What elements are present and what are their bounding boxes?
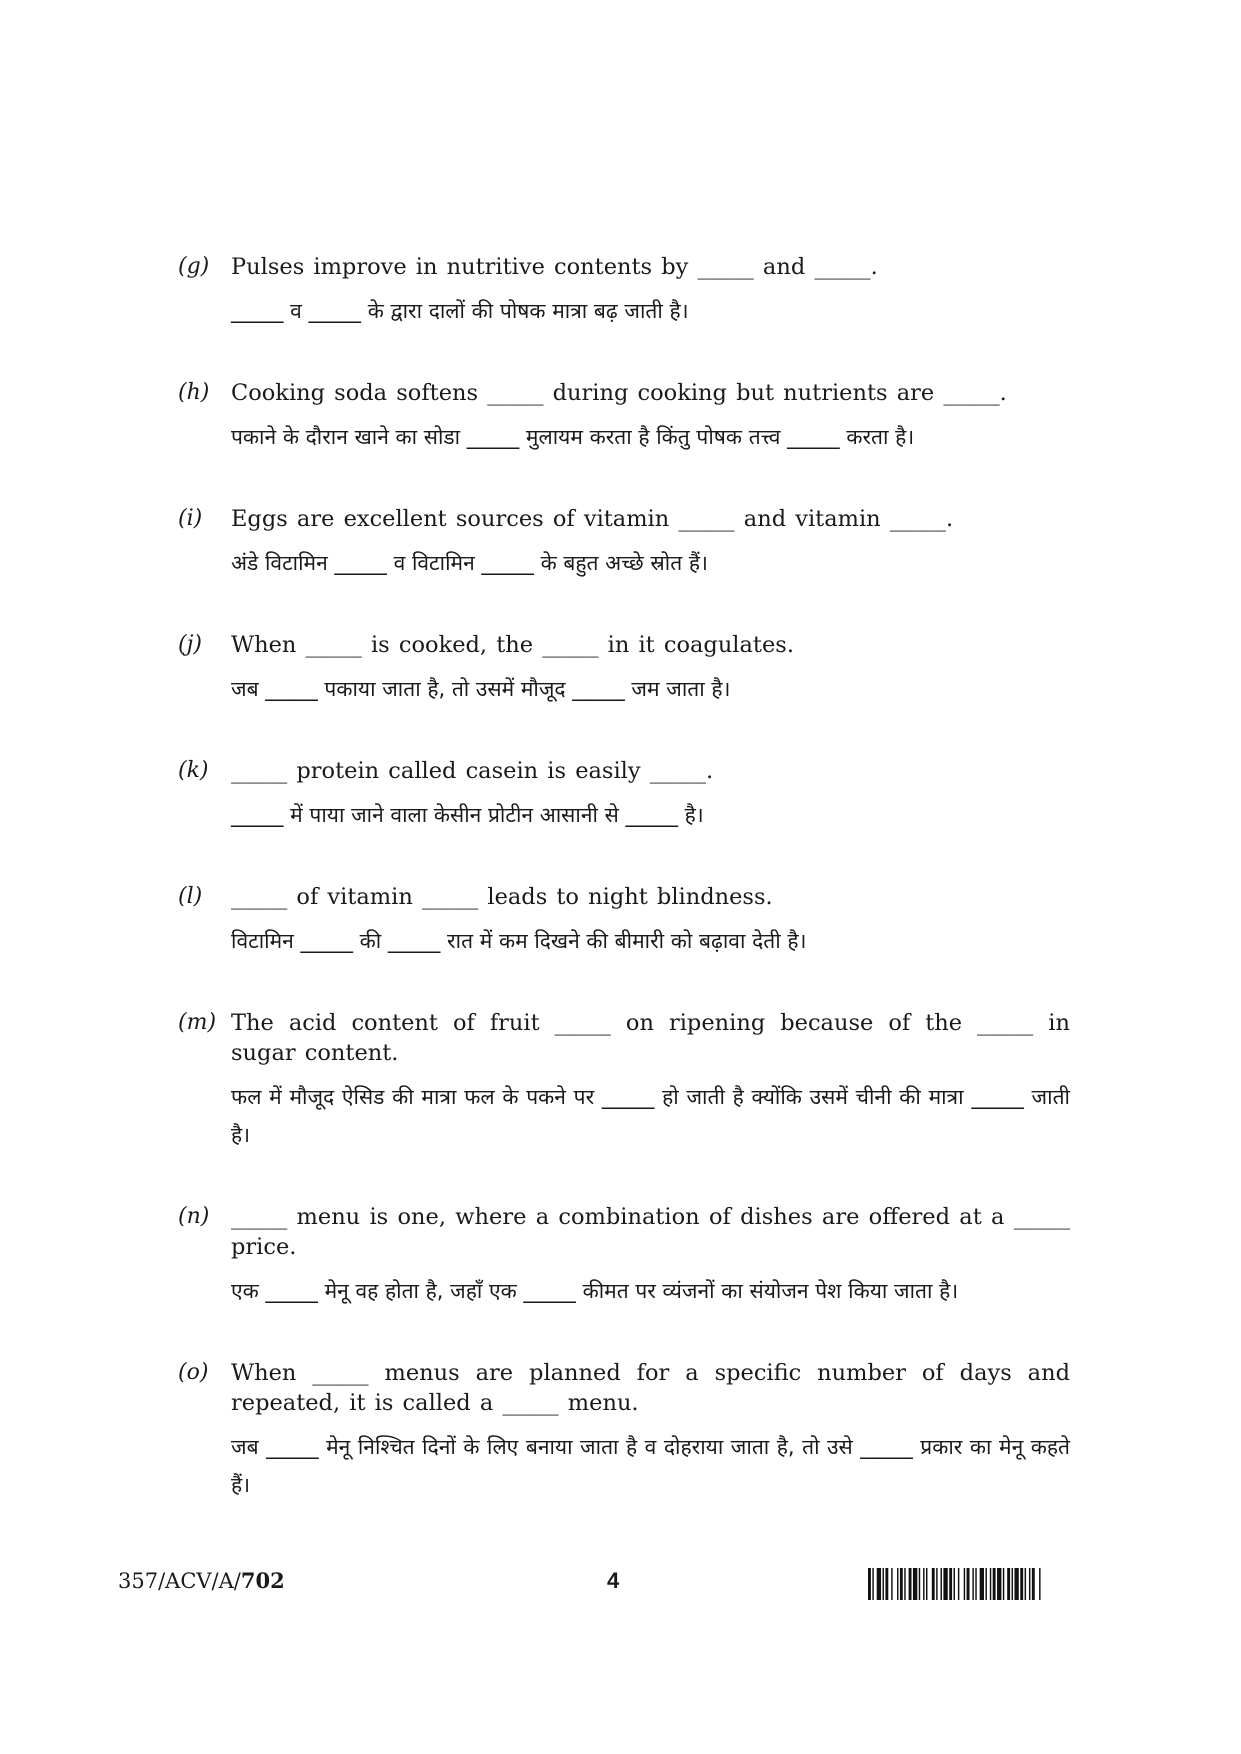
question-text-english: Eggs are excellent sources of vitamin _____ and vitamin _____. [231,506,954,532]
barcode-bar [964,1568,965,1600]
question-text-english: _____ protein called casein is easily _____. [231,758,714,784]
barcode-bar [941,1568,942,1600]
barcode-bar [943,1568,947,1600]
question-text-english: When _____ menus are planned for a specific number of days and repeated, it is called a _____ menu. [231,1360,1070,1416]
barcode-bar [877,1568,881,1600]
barcode-bar [1003,1568,1004,1600]
question-label: (h) [178,380,210,405]
question-body [231,1008,1070,1154]
question-body [231,252,1070,330]
question-text-english: _____ of vitamin _____ leads to night blindness. [231,884,773,910]
barcode-bar [980,1568,984,1600]
question-label: (i) [178,506,203,531]
barcode-bar [972,1568,973,1600]
question-text-hindi: _____ में पाया जाने वाला केसीन प्रोटीन आसानी से _____ है। [231,803,704,827]
barcode-bar [975,1568,976,1600]
barcode-bar [909,1568,912,1600]
question-text-hindi: जब _____ पकाया जाता है, तो उसमें मौजूद _____ जम जाता है। [231,677,731,701]
barcode-bar [1012,1568,1013,1600]
question-g [178,252,1070,330]
page-footer [118,1566,1128,1602]
question-text-english: Pulses improve in nutritive contents by _____ and _____. [231,254,878,280]
barcode-bar [958,1568,959,1600]
question-o [178,1358,1070,1504]
paper-code [118,1566,285,1596]
question-text-hindi: पकाने के दौरान खाने का सोडा _____ मुलायम करता है किंतु पोषक तत्त्व _____ करता है। [231,425,915,449]
barcode-bar [923,1568,924,1600]
barcode-bar [967,1568,970,1600]
question-label: (j) [178,632,202,657]
barcode-bar [1014,1568,1018,1600]
question-n [178,1202,1070,1310]
paper-code-prefix: 357/ACV/A/ [118,1569,241,1593]
barcode-bar [954,1568,955,1600]
question-h [178,378,1070,456]
page-number: 4 [607,1568,620,1593]
question-text-hindi: फल में मौजूद ऐसिड की मात्रा फल के पकने पर _____ हो जाती है क्योंकि उसमें चीनी की मात्रा _____ जाती है। [231,1085,1070,1147]
barcode-bar [1020,1568,1023,1600]
barcode-bar [897,1568,898,1600]
question-text-english: When _____ is cooked, the _____ in it coagulates. [231,632,794,658]
question-m [178,1008,1070,1154]
barcode-bar [891,1568,892,1600]
barcode-bar [997,1568,1001,1600]
question-text-hindi: _____ व _____ के द्वारा दालों की पोषक मात्रा बढ़ जाती है। [231,299,689,323]
barcode-image [868,1568,1128,1600]
question-label: (l) [178,884,203,909]
barcode-bar [1029,1568,1030,1600]
question-text-hindi: एक _____ मेनू वह होता है, जहाँ एक _____ कीमत पर व्यंजनों का संयोजन पेश किया जाता है। [231,1279,959,1303]
barcode-bar [1007,1568,1010,1600]
question-text-hindi: जब _____ मेनू निश्चित दिनों के लिए बनाया जाता है व दोहराया जाता है, तो उसे _____ प्रकार का मेनू कहते हैं। [231,1435,1070,1497]
barcode-bar [926,1568,927,1600]
question-body [231,882,1070,960]
question-body [231,1202,1070,1310]
question-list [178,252,1070,1552]
barcode-bar [932,1568,935,1600]
barcode-bar [919,1568,920,1600]
question-label: (n) [178,1204,210,1229]
barcode-bar [885,1568,888,1600]
question-body [231,504,1070,582]
barcode-bar [913,1568,917,1600]
question-text-hindi: अंडे विटामिन _____ व विटामिन _____ के बहुत अच्छे स्रोत हैं। [231,551,708,575]
question-text-english: _____ menu is one, where a combination of dishes are offered at a _____ price. [231,1204,1070,1260]
question-l [178,882,1070,960]
question-label: (k) [178,758,209,783]
barcode-bar [1025,1568,1026,1600]
question-body [231,378,1070,456]
question-text-english: The acid content of fruit _____ on ripening because of the _____ in sugar content. [231,1010,1070,1066]
barcode-bar [904,1568,905,1600]
question-label: (g) [178,254,210,279]
question-body [231,1358,1070,1504]
barcode-bar [1032,1568,1035,1600]
barcode-bar [990,1568,991,1600]
question-label: (m) [178,1010,217,1035]
barcode-bar [949,1568,952,1600]
barcode-bar [993,1568,996,1600]
question-k [178,756,1070,834]
barcode-bar [883,1568,884,1600]
barcode-bar [1039,1568,1040,1600]
barcode-bar [936,1568,937,1600]
barcode-bar [868,1568,871,1600]
barcode-bar [872,1568,873,1600]
paper-code-number: 702 [240,1568,285,1593]
question-body [231,630,1070,708]
question-label: (o) [178,1360,209,1385]
barcode-bar [900,1568,903,1600]
question-text-english: Cooking soda softens _____ during cooking but nutrients are _____. [231,380,1007,406]
barcode-bar [985,1568,986,1600]
question-i [178,504,1070,582]
question-text-hindi: विटामिन _____ की _____ रात में कम दिखने की बीमारी को बढ़ावा देती है। [231,929,807,953]
question-j [178,630,1070,708]
question-body [231,756,1070,834]
